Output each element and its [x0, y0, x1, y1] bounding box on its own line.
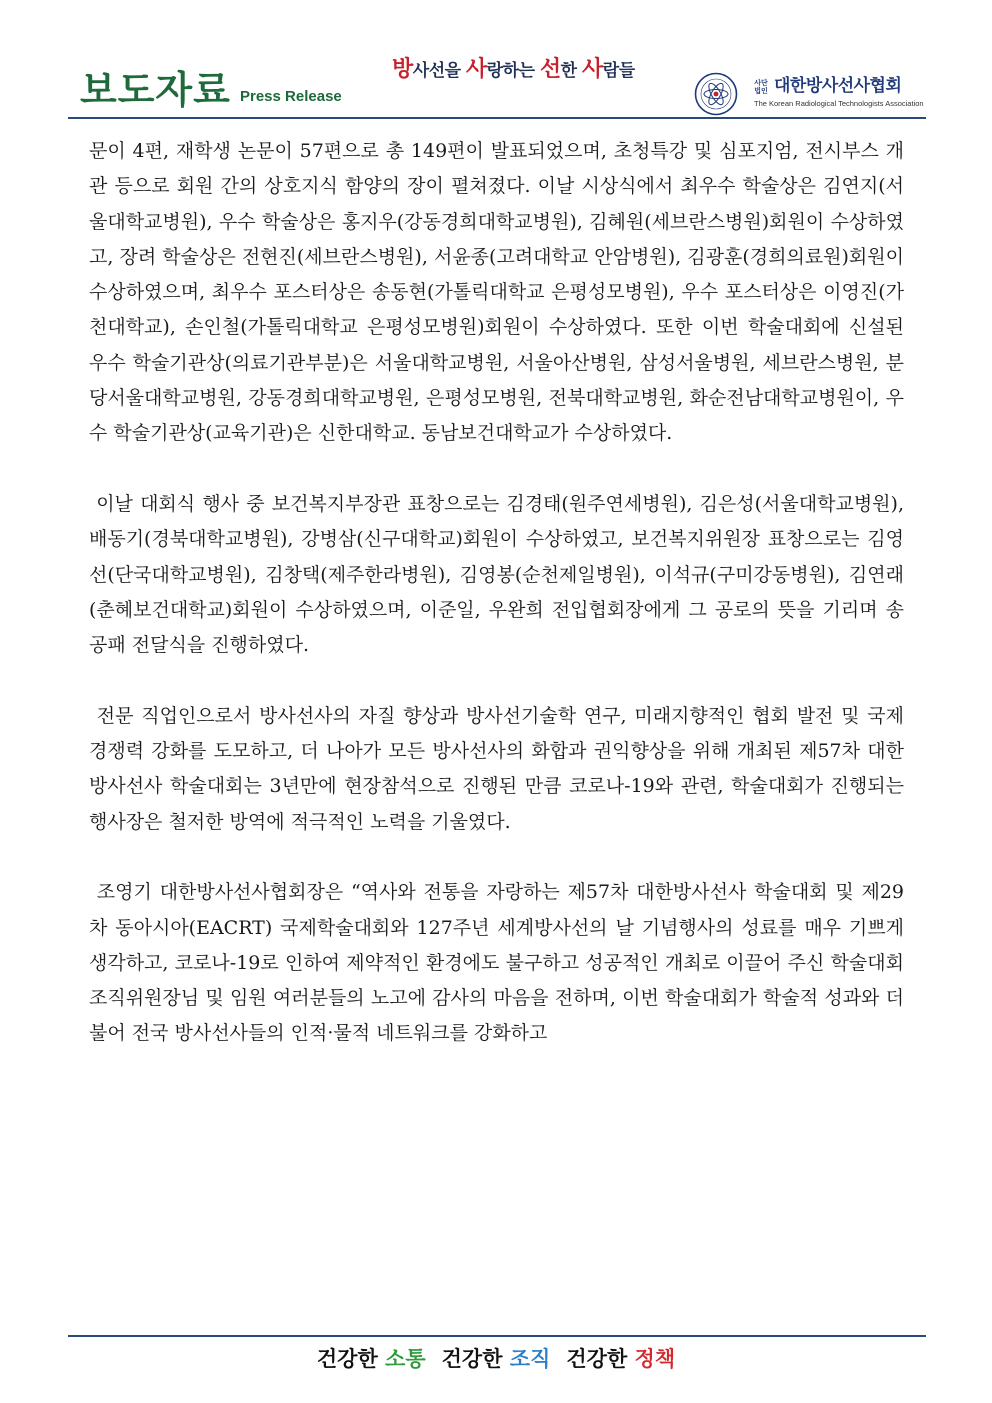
article-body	[89, 134, 904, 1052]
footer-slogan-word: 소통	[385, 1347, 426, 1371]
paragraph-text: 조영기 대한방사선사협회장은 “역사와 전통을 자랑하는 제57차 대한방사선사 학술대회 및 제29차 동아시아(EACRT) 국제학술대회와 127주년 세계방사선의 날 기념행사의 성료를 매우 기쁘게 생각하고, 코로나-19로 인하여 제약적인 환경에도 불구하고 성공적인 개최로 이끌어 주신 학술대회 조직위원장님 및 임원 여러분들의 노고에 감사의 마음을 전하며, 이번 학술대회가 학술적 성과와 더불어 전국 방사선사들의 인적·물적 네트워크를 강화하고	[89, 881, 904, 1045]
org-name-english: The Korean Radiological Technologists Association	[754, 99, 924, 108]
slogan-part: 선	[539, 57, 561, 82]
doc-title: 보도자료	[80, 68, 231, 112]
footer-slogan-prefix: 건강한	[566, 1347, 635, 1371]
paragraph	[89, 699, 904, 840]
association-emblem-icon	[694, 72, 738, 116]
footer-slogan-word: 조직	[509, 1347, 551, 1371]
footer-slogan-word: 정책	[634, 1347, 676, 1371]
slogan-part: 사	[465, 57, 487, 82]
header-divider	[68, 117, 926, 119]
organization-block	[694, 72, 934, 116]
paragraph-text: 전문 직업인으로서 방사선사의 자질 향상과 방사선기술학 연구, 미래지향적인 협회 발전 및 국제 경쟁력 강화를 도모하고, 더 나아가 모든 방사선사의 화합과 권익향상을 위해 개최된 제57차 대한방사선사 학술대회는 3년만에 현장참석으로 진행된 만큼 코로나-19와 관련, 학술대회가 진행되는 행사장은 철저한 방역에 적극적인 노력을 기울였다.	[89, 704, 904, 833]
slogan-part: 한	[560, 61, 583, 81]
paragraph: 문이 4편, 재학생 논문이 57편으로 총 149편이 발표되었으며, 초청특강 및 심포지엄, 전시부스 개관 등으로 회원 간의 상호지식 함양의 장이 펼쳐졌다. 이날 시상식에서 최우수 학술상은 김연지(서울대학교병원), 우수 학술상은 홍지우(강동경희대학교병원), 김혜원(세브란스병원)회원이 수상하였고, 장려 학술상은 전현진(세브란스병원), 서윤종(고려대학교 안암병원), 김광훈(경희의료원)회원이 수상하였으며, 최우수 포스터상은 송동현(가톨릭대학교 은평성모병원), 우수 포스터상은 이영진(가천대학교), 손인철(가톨릭대학교 은평성모병원)회원이 수상하였다. 또한 이번 학술대회에 신설된 우수 학술기관상(의료기관부분)은 서울대학교병원, 서울아산병원, 삼성서울병원, 세브란스병원, 분당서울대학교병원, 강동경희대학교병원, 은평성모병원, 전북대학교병원, 화순전남대학교병원이, 우수 학술기관상(교육기관)은 신한대학교. 동남보건대학교가 수상하였다.	[89, 140, 904, 445]
slogan-part: 사	[582, 57, 603, 82]
paragraph	[89, 875, 904, 1051]
footer-divider	[68, 1335, 926, 1337]
paragraph-gap	[89, 840, 904, 875]
paragraph-gap	[89, 663, 904, 698]
doc-title-english: Press Release	[240, 88, 342, 105]
org-name: 대한방사선사협회	[774, 76, 902, 96]
footer-slogan-prefix: 건강한	[441, 1347, 510, 1371]
slogan-part: 사선을	[412, 61, 466, 81]
slogan-part: 랑하는	[486, 61, 540, 81]
page-header	[0, 0, 992, 125]
footer-slogan	[0, 1345, 992, 1373]
paragraph-gap	[89, 452, 904, 487]
header-slogan	[392, 58, 635, 83]
footer-slogan-prefix: 건강한	[316, 1347, 386, 1371]
paragraph-text: 이날 대회식 행사 중 보건복지부장관 표창으로는 김경태(원주연세병원), 김은성(서울대학교병원), 배동기(경북대학교병원), 강병삼(신구대학교)회원이 수상하였고, 보건복지위원장 표창으로는 김영선(단국대학교병원), 김창택(제주한라병원), 김영봉(순천제일병원), 이석규(구미강동병원), 김연래(춘혜보건대학교)회원이 수상하였으며, 이준일, 우완희 전입협회장에게 그 공로의 뜻을 기리며 송공패 전달식을 진행하였다.	[89, 492, 904, 657]
slogan-part: 람들	[602, 61, 635, 81]
org-corporation-mark: 사단법인	[754, 79, 768, 95]
slogan-part: 방	[392, 57, 413, 82]
paragraph	[89, 487, 904, 663]
